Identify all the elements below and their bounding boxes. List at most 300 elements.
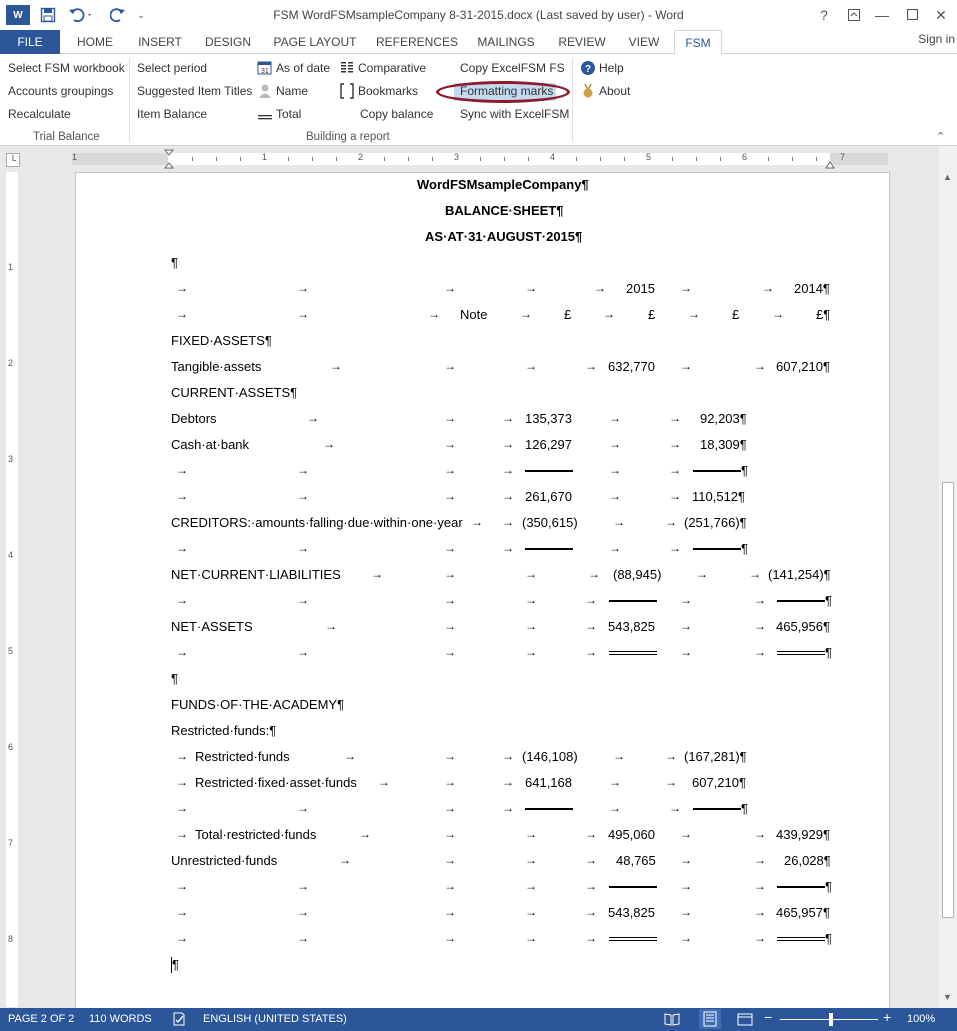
tab-arrow: →: [176, 749, 188, 763]
ruler-number: 3: [8, 454, 14, 464]
tab-arrow: →: [754, 931, 766, 945]
zoom-slider-thumb[interactable]: [829, 1013, 833, 1026]
tab-insert[interactable]: INSERT: [138, 35, 182, 49]
tab-file[interactable]: FILE: [0, 30, 60, 54]
company-heading: WordFSMsampleCompany¶: [417, 177, 589, 192]
horizontal-ruler[interactable]: [168, 153, 830, 165]
tab-arrow: →: [525, 593, 537, 607]
right-indent-marker[interactable]: [825, 158, 835, 168]
ruler-number: 2: [8, 358, 14, 368]
tangible-assets-current: 632,770: [608, 359, 655, 374]
unrestricted-funds-prior: 26,028¶: [784, 853, 831, 868]
tab-arrow: →: [444, 489, 456, 503]
read-mode-icon[interactable]: [664, 1011, 680, 1030]
recalculate-button[interactable]: Recalculate: [8, 107, 71, 121]
tab-fsm[interactable]: FSM: [674, 30, 722, 55]
bookmarks-button[interactable]: [339, 82, 418, 100]
tab-arrow: →: [502, 541, 514, 555]
double-underline-rule: [777, 651, 825, 655]
total-restricted-funds-prior: 439,929¶: [776, 827, 830, 842]
total-restricted-funds-current: 495,060: [608, 827, 655, 842]
sync-with-excelfsm-button[interactable]: Sync with ExcelFSM: [460, 107, 570, 121]
tab-arrow: →: [444, 411, 456, 425]
tab-arrow: →: [609, 775, 621, 789]
tab-selector[interactable]: └: [6, 153, 20, 167]
tab-arrow: →: [325, 619, 337, 633]
tab-arrow: →: [502, 411, 514, 425]
ruler-right-margin: [830, 153, 888, 165]
tab-arrow: →: [585, 359, 597, 373]
tab-arrow: →: [585, 853, 597, 867]
unrestricted-funds-label: Unrestricted·funds: [171, 853, 278, 868]
tab-arrow: →: [525, 567, 537, 581]
underline-rule: [525, 548, 573, 550]
tab-arrow: →: [297, 645, 309, 659]
tab-arrow: →: [609, 489, 621, 503]
net-current-liabilities-current: (88,945): [613, 567, 662, 582]
tab-arrow: →: [525, 827, 537, 841]
tab-arrow: →: [609, 437, 621, 451]
tab-arrow: →: [669, 437, 681, 451]
tab-mailings[interactable]: MAILINGS: [477, 35, 535, 49]
bookmark-brackets-icon: [339, 83, 355, 99]
tab-arrow: →: [359, 827, 371, 841]
tab-arrow: →: [754, 359, 766, 373]
select-fsm-workbook-button[interactable]: Select FSM workbook: [8, 61, 125, 75]
tab-arrow: →: [525, 359, 537, 373]
tab-design[interactable]: DESIGN: [204, 35, 251, 49]
tab-arrow: →: [176, 463, 188, 477]
tab-arrow: →: [525, 905, 537, 919]
total-button[interactable]: [257, 105, 301, 123]
tab-arrow: →: [444, 359, 456, 373]
tab-arrow: →: [502, 515, 514, 529]
ruler-number: 7: [8, 838, 14, 848]
pilcrow: ¶: [741, 801, 748, 816]
tab-arrow: →: [176, 489, 188, 503]
about-label: About: [599, 84, 631, 98]
date-heading: AS·AT·31·AUGUST·2015¶: [425, 229, 583, 244]
year-current: 2015: [626, 281, 655, 296]
pilcrow: ¶: [741, 463, 748, 478]
cash-current: 126,297: [525, 437, 572, 452]
group-separator: [572, 58, 573, 142]
tab-arrow: →: [525, 619, 537, 633]
underline-rule: [777, 886, 825, 888]
underline-rule: [777, 600, 825, 602]
group-label-trial-balance: Trial Balance: [33, 131, 100, 143]
tab-arrow: →: [297, 593, 309, 607]
tab-arrow: →: [665, 515, 677, 529]
current-assets-subtotal-prior: 110,512¶: [692, 489, 746, 504]
ruler-number: 4: [550, 152, 556, 162]
tab-page-layout[interactable]: PAGE LAYOUT: [273, 35, 357, 49]
help-circle-icon: [580, 60, 596, 76]
word-app-icon[interactable]: W: [6, 5, 30, 25]
customize-quick-access-icon[interactable]: ⌄: [137, 9, 145, 20]
tab-arrow: →: [297, 905, 309, 919]
tab-arrow: →: [680, 645, 692, 659]
proofing-icon[interactable]: [172, 1011, 188, 1030]
cash-prior: 18,309¶: [700, 437, 747, 452]
about-button[interactable]: [580, 82, 630, 100]
tab-arrow: →: [525, 645, 537, 659]
underline-rule: [525, 808, 573, 810]
double-underline-icon: [257, 106, 273, 122]
pound-header: £: [564, 307, 572, 322]
formatting-marks-button[interactable]: Formatting marks: [460, 84, 554, 98]
ruler-number: 6: [8, 742, 14, 752]
ruler-number: 3: [454, 152, 460, 162]
debtors-prior: 92,203¶: [700, 411, 747, 426]
pilcrow: ¶: [741, 541, 748, 556]
copy-excelfsm-fs-button[interactable]: Copy ExcelFSM FS: [460, 61, 565, 75]
tab-arrow: →: [176, 879, 188, 893]
ruler-number: 1: [72, 152, 78, 162]
tab-arrow: →: [665, 775, 677, 789]
pilcrow: ¶: [825, 879, 832, 894]
tab-arrow: →: [680, 281, 692, 295]
print-layout-icon[interactable]: [699, 1009, 721, 1029]
copy-balance-button[interactable]: Copy balance: [360, 107, 434, 121]
tab-arrow: →: [444, 827, 456, 841]
tab-arrow: →: [307, 411, 319, 425]
double-underline-rule: [777, 937, 825, 941]
underline-rule: [609, 886, 657, 888]
tab-arrow: →: [444, 879, 456, 893]
as-of-date-label: As of date: [276, 61, 331, 75]
pound-header: £: [648, 307, 656, 322]
empty-paragraph: ¶: [172, 957, 179, 972]
tab-arrow: →: [609, 411, 621, 425]
total-funds-prior: 465,957¶: [776, 905, 830, 920]
tab-arrow: →: [609, 801, 621, 815]
tab-arrow: →: [680, 905, 692, 919]
restricted-fixed-asset-funds-current: 641,168: [525, 775, 572, 790]
sign-in-link[interactable]: Sign in: [918, 32, 955, 46]
tab-arrow: →: [680, 359, 692, 373]
tab-arrow: →: [585, 593, 597, 607]
tab-arrow: →: [613, 749, 625, 763]
ruler-number: 2: [358, 152, 364, 162]
total-label: Total: [276, 107, 302, 121]
debtors-label: Debtors: [171, 411, 217, 426]
as-of-date-button[interactable]: [257, 59, 330, 77]
indent-marker[interactable]: [164, 149, 174, 169]
tab-arrow: →: [680, 593, 692, 607]
tab-arrow: →: [176, 801, 188, 815]
comparative-button[interactable]: [339, 59, 426, 77]
underline-rule: [693, 470, 741, 472]
net-assets-current: 543,825: [608, 619, 655, 634]
tab-arrow: →: [444, 645, 456, 659]
help-ribbon-button[interactable]: [580, 59, 624, 77]
tab-arrow: →: [502, 775, 514, 789]
tab-arrow: →: [669, 541, 681, 555]
tab-arrow: →: [754, 645, 766, 659]
tab-arrow: →: [754, 905, 766, 919]
tab-arrow: →: [688, 307, 700, 321]
bookmarks-label: Bookmarks: [358, 84, 419, 98]
tab-arrow: →: [754, 853, 766, 867]
minimize-button[interactable]: —: [875, 7, 889, 23]
tab-arrow: →: [176, 775, 188, 789]
tab-arrow: →: [754, 619, 766, 633]
tab-arrow: →: [371, 567, 383, 581]
tab-arrow: →: [680, 879, 692, 893]
tab-arrow: →: [772, 307, 784, 321]
tab-arrow: →: [444, 463, 456, 477]
tangible-assets-label: Tangible·assets: [171, 359, 262, 374]
restricted-funds-prior: (167,281)¶: [684, 749, 747, 764]
maximize-icon[interactable]: [900, 4, 924, 26]
tab-arrow: →: [525, 281, 537, 295]
tab-arrow: →: [297, 541, 309, 555]
total-funds-current: 543,825: [608, 905, 655, 920]
pilcrow: ¶: [825, 931, 832, 946]
ruler-number: 5: [646, 152, 652, 162]
scroll-down-icon[interactable]: ▼: [943, 992, 952, 1002]
tab-arrow: →: [444, 931, 456, 945]
zoom-in-icon[interactable]: +: [883, 1009, 892, 1025]
tab-arrow: →: [680, 827, 692, 841]
pilcrow: ¶: [825, 593, 832, 608]
tangible-assets-prior: 607,210¶: [776, 359, 830, 374]
item-balance-button[interactable]: Item Balance: [137, 107, 208, 121]
tab-home[interactable]: HOME: [77, 35, 113, 49]
underline-rule: [525, 470, 573, 472]
restricted-funds-label: Restricted·funds: [195, 749, 290, 764]
tab-arrow: →: [525, 879, 537, 893]
tab-arrow: →: [176, 541, 188, 555]
name-button[interactable]: [257, 82, 308, 100]
ribbon-fsm: [0, 54, 957, 146]
tab-references[interactable]: REFERENCES: [375, 35, 458, 49]
tab-arrow: →: [680, 619, 692, 633]
tab-arrow: →: [444, 619, 456, 633]
tab-arrow: →: [176, 827, 188, 841]
fixed-assets-heading: FIXED·ASSETS¶: [171, 333, 272, 348]
tab-arrow: →: [696, 567, 708, 581]
tab-arrow: →: [665, 749, 677, 763]
medal-icon: [580, 83, 596, 99]
accounts-groupings-button[interactable]: Accounts groupings: [8, 84, 114, 98]
tab-arrow: →: [609, 463, 621, 477]
ribbon-tabs: [0, 30, 957, 54]
close-button[interactable]: ✕: [935, 7, 947, 23]
tab-arrow: →: [594, 281, 606, 295]
web-layout-icon[interactable]: [737, 1011, 753, 1030]
tab-arrow: →: [176, 593, 188, 607]
net-assets-label: NET·ASSETS: [171, 619, 253, 634]
tab-arrow: →: [344, 749, 356, 763]
zoom-level[interactable]: 100%: [907, 1013, 936, 1025]
tab-arrow: →: [609, 541, 621, 555]
tab-arrow: →: [176, 281, 188, 295]
cash-label: Cash·at·bank: [171, 437, 250, 452]
tab-arrow: →: [444, 593, 456, 607]
tab-arrow: →: [176, 931, 188, 945]
restricted-funds-heading: Restricted·funds:¶: [171, 723, 277, 738]
tab-arrow: →: [585, 905, 597, 919]
pound-header: £: [732, 307, 740, 322]
tab-arrow: →: [520, 307, 532, 321]
tab-view[interactable]: VIEW: [628, 35, 660, 49]
net-current-liabilities-prior: (141,254)¶: [768, 567, 831, 582]
note-header: Note: [460, 307, 488, 322]
pilcrow: ¶: [825, 645, 832, 660]
restricted-fixed-asset-funds-label: Restricted·fixed·asset·funds: [195, 775, 357, 790]
scroll-up-icon[interactable]: ▲: [943, 172, 952, 182]
tab-arrow: →: [525, 853, 537, 867]
scrollbar-thumb[interactable]: [942, 482, 954, 918]
tab-arrow: →: [444, 749, 456, 763]
tab-arrow: →: [471, 515, 483, 529]
tab-arrow: →: [669, 411, 681, 425]
tab-arrow: →: [603, 307, 615, 321]
creditors-prior: (251,766)¶: [684, 515, 747, 530]
double-underline-rule: [609, 651, 657, 655]
underline-rule: [693, 808, 741, 810]
collapse-ribbon-icon[interactable]: ⌃: [936, 131, 946, 143]
tab-arrow: →: [444, 567, 456, 581]
tab-arrow: →: [330, 359, 342, 373]
underline-rule: [693, 548, 741, 550]
unrestricted-funds-current: 48,765: [616, 853, 656, 868]
tab-arrow: →: [754, 879, 766, 893]
empty-paragraph: ¶: [171, 671, 178, 686]
double-underline-rule: [609, 937, 657, 941]
tab-arrow: →: [762, 281, 774, 295]
ribbon-display-options-icon[interactable]: [842, 4, 866, 26]
tab-arrow: →: [176, 905, 188, 919]
tab-arrow: →: [297, 307, 309, 321]
empty-paragraph: ¶: [171, 255, 178, 270]
tab-arrow: →: [669, 463, 681, 477]
creditors-current: (350,615): [522, 515, 578, 530]
net-assets-prior: 465,956¶: [776, 619, 830, 634]
restricted-funds-current: (146,108): [522, 749, 578, 764]
tab-arrow: →: [444, 905, 456, 919]
document-page[interactable]: [75, 172, 890, 1008]
tab-arrow: →: [428, 307, 440, 321]
tab-arrow: →: [297, 801, 309, 815]
tab-arrow: →: [502, 749, 514, 763]
help-label: Help: [599, 61, 624, 75]
tab-arrow: →: [444, 281, 456, 295]
vertical-scrollbar[interactable]: [939, 146, 957, 1008]
svg-text:?: ?: [585, 64, 592, 75]
balance-sheet-heading: BALANCE·SHEET¶: [445, 203, 564, 218]
window-title: FSM WordFSMsampleCompany 8-31-2015.docx (Last saved by user) - Word: [273, 8, 684, 22]
calendar-icon: [257, 60, 273, 76]
tab-arrow: →: [585, 931, 597, 945]
tab-arrow: →: [378, 775, 390, 789]
total-restricted-funds-label: Total·restricted·funds: [195, 827, 317, 842]
comparative-label: Comparative: [358, 61, 427, 75]
zoom-out-icon[interactable]: −: [764, 1009, 773, 1025]
tab-arrow: →: [323, 437, 335, 451]
group-label-building-a-report: Building a report: [306, 131, 390, 143]
ruler-number: 4: [8, 550, 14, 560]
current-assets-heading: CURRENT·ASSETS¶: [171, 385, 298, 400]
tab-arrow: →: [680, 853, 692, 867]
tab-arrow: →: [297, 489, 309, 503]
current-assets-subtotal-current: 261,670: [525, 489, 572, 504]
tab-arrow: →: [585, 879, 597, 893]
tab-arrow: →: [585, 827, 597, 841]
status-bar: [0, 1008, 957, 1031]
tab-arrow: →: [297, 931, 309, 945]
ruler-number: 6: [742, 152, 748, 162]
tab-arrow: →: [754, 593, 766, 607]
funds-heading: FUNDS·OF·THE·ACADEMY¶: [171, 697, 345, 712]
word-count[interactable]: 110 WORDS: [89, 1013, 152, 1025]
tab-arrow: →: [502, 489, 514, 503]
ruler-left-margin: [72, 153, 168, 165]
tab-arrow: →: [585, 645, 597, 659]
tab-arrow: →: [613, 515, 625, 529]
language[interactable]: ENGLISH (UNITED STATES): [203, 1013, 347, 1025]
pound-header: £¶: [816, 307, 831, 322]
tab-arrow: →: [585, 619, 597, 633]
tab-arrow: →: [669, 489, 681, 503]
tab-arrow: →: [176, 307, 188, 321]
group-separator: [129, 58, 130, 142]
tab-arrow: →: [680, 931, 692, 945]
ruler-number: 1: [8, 262, 14, 272]
tab-arrow: →: [754, 827, 766, 841]
tab-arrow: →: [588, 567, 600, 581]
person-icon: [257, 83, 273, 99]
title-bar: [0, 0, 957, 30]
tab-arrow: →: [176, 645, 188, 659]
restricted-fixed-asset-funds-prior: 607,210¶: [692, 775, 746, 790]
tab-arrow: →: [444, 801, 456, 815]
vertical-ruler[interactable]: [6, 172, 18, 1007]
debtors-current: 135,373: [525, 411, 572, 426]
creditors-label: CREDITORS:·amounts·falling·due·within·one·year: [171, 515, 463, 530]
ruler-number: 5: [8, 646, 14, 656]
tab-arrow: →: [444, 853, 456, 867]
tab-review[interactable]: REVIEW: [558, 35, 606, 49]
tab-arrow: →: [444, 541, 456, 555]
tab-arrow: →: [502, 437, 514, 451]
suggested-item-titles-button[interactable]: Suggested Item Titles: [137, 84, 253, 98]
horizontal-ruler-area: [0, 146, 957, 170]
year-prior: 2014¶: [794, 281, 830, 296]
ruler-number: 8: [8, 934, 14, 944]
tab-arrow: →: [297, 463, 309, 477]
svg-text:31: 31: [261, 68, 269, 75]
net-current-liabilities-label: NET·CURRENT·LIABILITIES: [171, 567, 341, 582]
tab-arrow: →: [749, 567, 761, 581]
ruler-number: 1: [262, 152, 268, 162]
tab-arrow: →: [444, 437, 456, 451]
ruler-number: 7: [840, 152, 846, 162]
tab-arrow: →: [339, 853, 351, 867]
tab-arrow: →: [502, 801, 514, 815]
page-count[interactable]: PAGE 2 OF 2: [8, 1013, 75, 1025]
tab-arrow: →: [297, 281, 309, 295]
underline-rule: [609, 600, 657, 602]
tab-arrow: →: [669, 801, 681, 815]
select-period-button[interactable]: Select period: [137, 61, 208, 75]
tab-arrow: →: [502, 463, 514, 477]
columns-icon: [339, 60, 355, 76]
help-button[interactable]: ?: [820, 7, 828, 23]
name-label: Name: [276, 84, 309, 98]
